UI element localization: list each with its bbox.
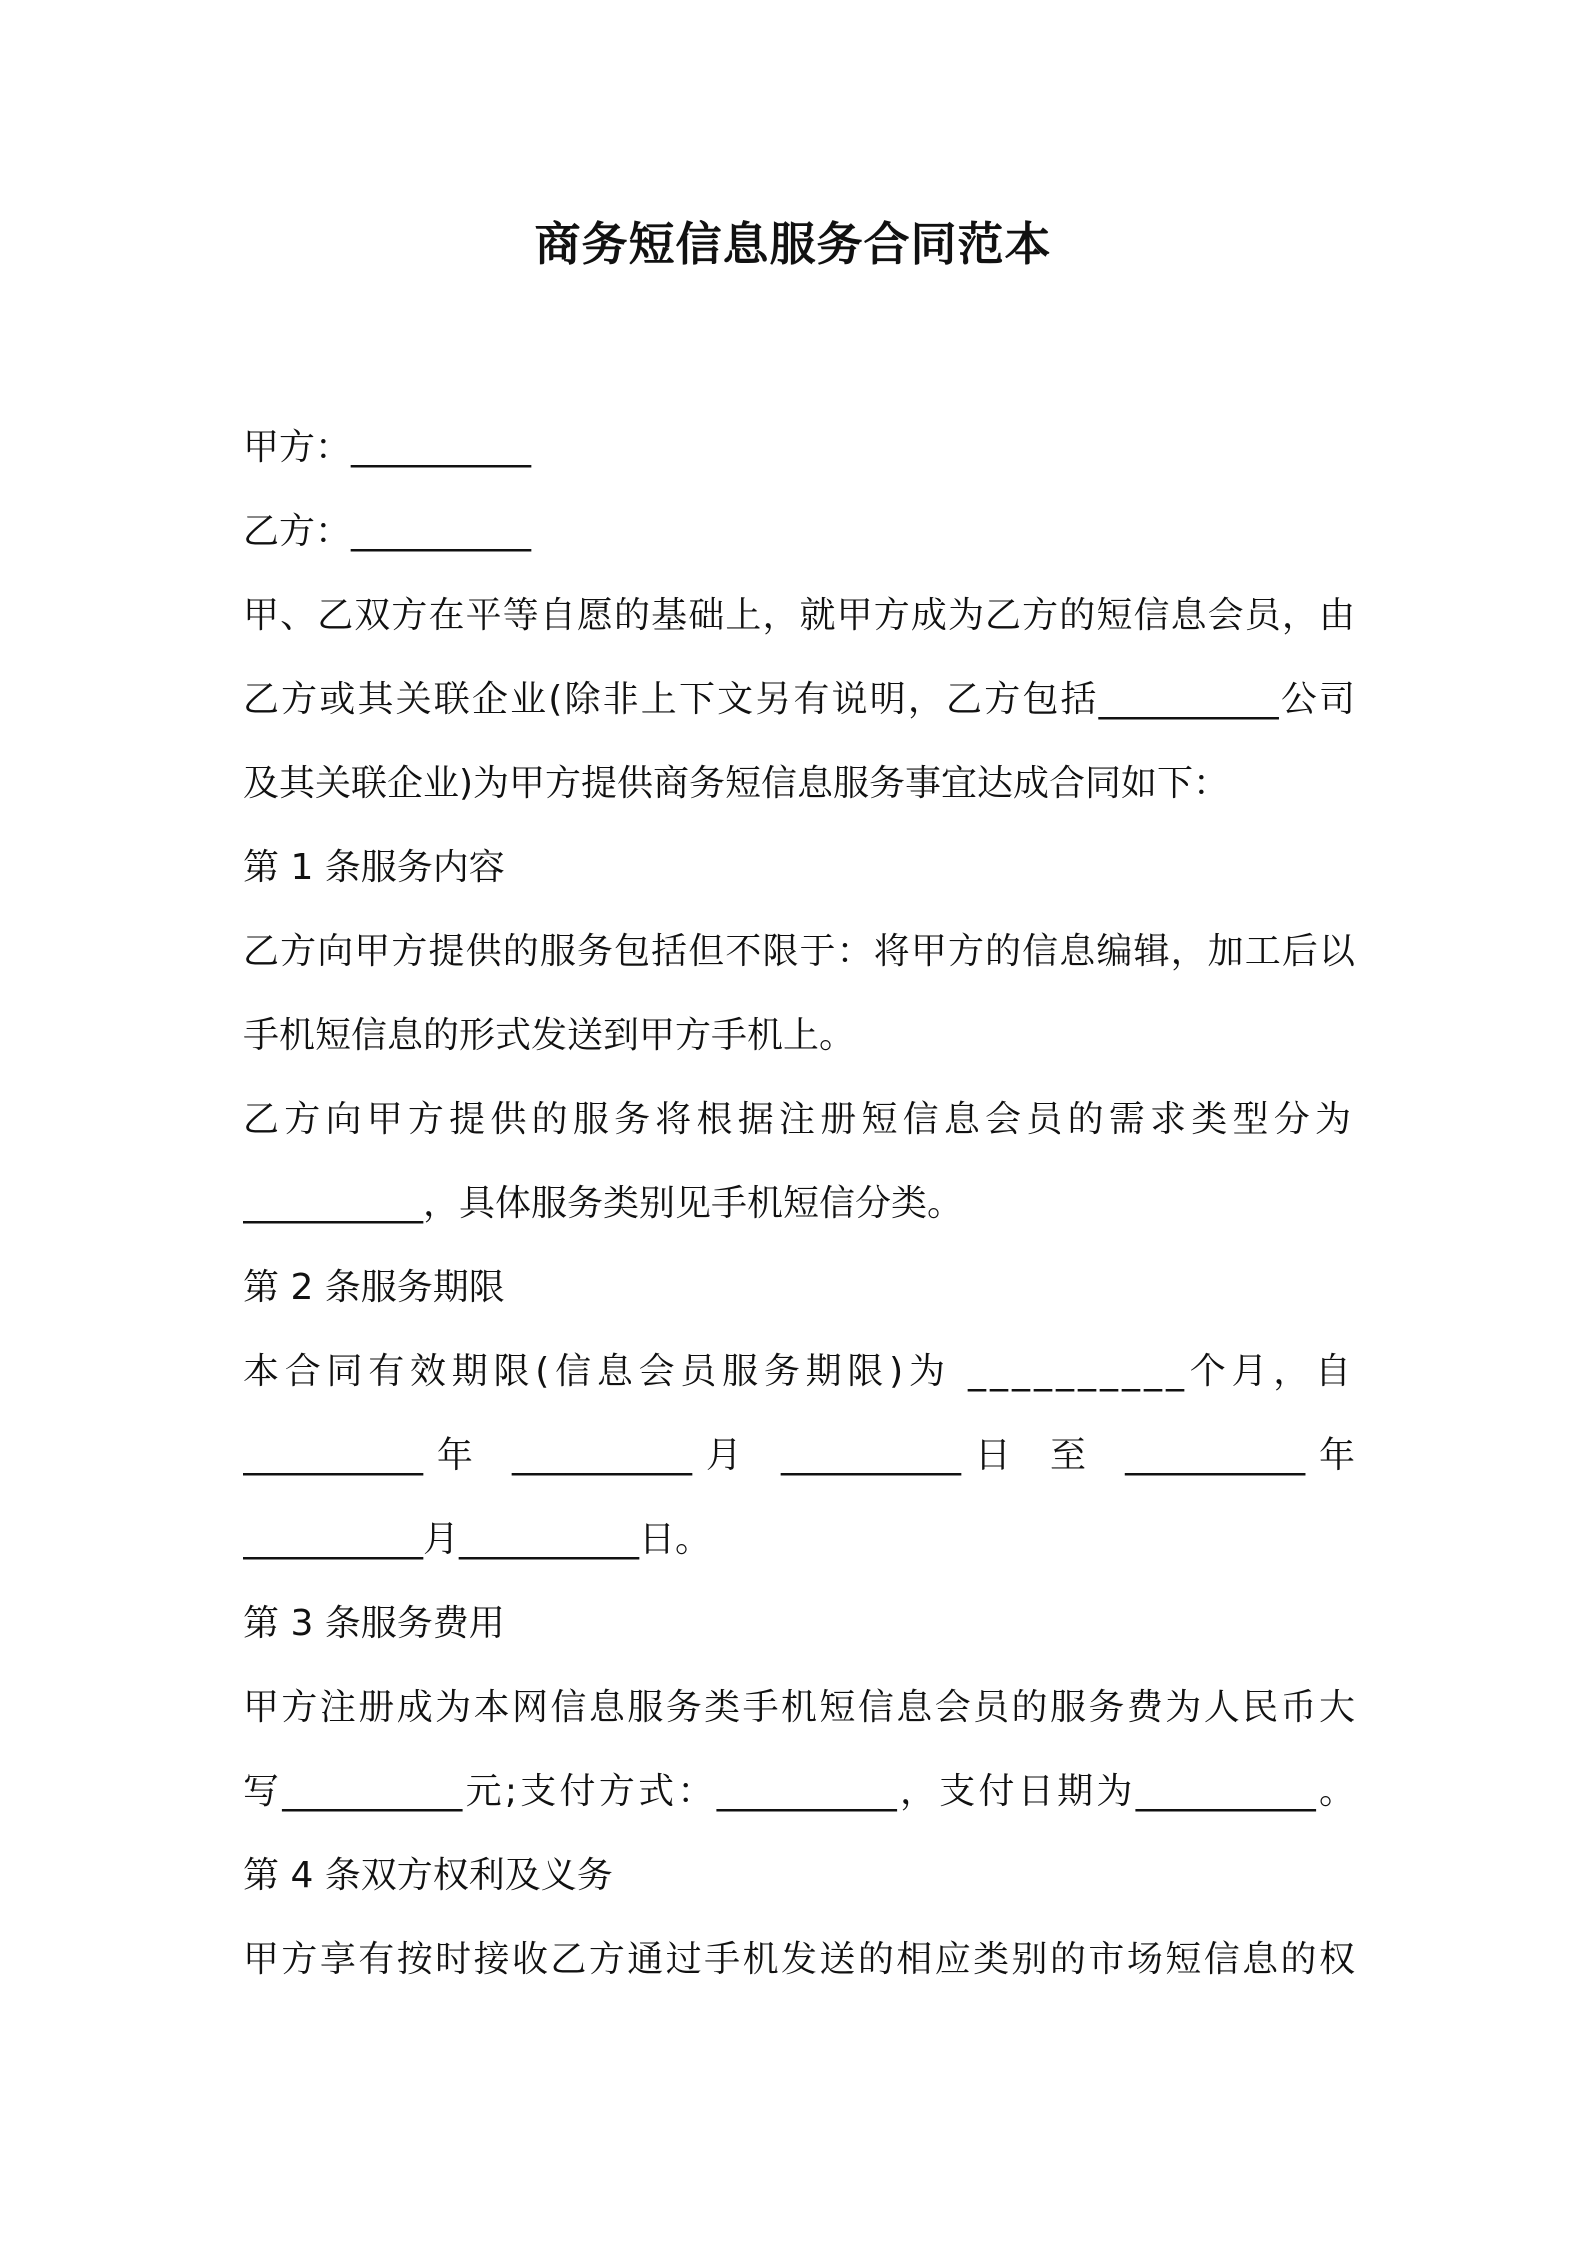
paragraph-line: 本合同有效期限(信息会员服务期限)为 __________个月，自 [243,1351,1355,1392]
paragraph-line: 甲方注册成为本网信息服务类手机短信息会员的服务费为人民币大 [243,1687,1355,1728]
section-heading: 第 3 条服务费用 [243,1603,505,1644]
paragraph-line: 乙方向甲方提供的服务将根据注册短信息会员的需求类型分为 [243,1099,1355,1140]
paragraph-line: 甲、乙双方在平等自愿的基础上，就甲方成为乙方的短信息会员，由 [243,595,1355,636]
paragraph-line: 写__________元;支付方式：__________，支付日期为__________。 [243,1771,1355,1812]
section-heading: 第 2 条服务期限 [243,1267,505,1308]
paragraph-line: 乙方或其关联企业(除非上下文另有说明，乙方包括__________公司 [243,679,1355,720]
paragraph-line: __________年 __________月 __________日 至 __________年 [243,1435,1355,1476]
document-title: 商务短信息服务合同范本 [534,217,1052,271]
party-a-line: 甲方：__________ [243,427,532,468]
section-heading: 第 4 条双方权利及义务 [243,1855,613,1896]
document-body [243,406,1355,2002]
paragraph-line: __________月__________日。 [243,1519,712,1560]
paragraph-line: 手机短信息的形式发送到甲方手机上。 [243,1015,856,1056]
party-b-line: 乙方：__________ [243,511,532,552]
paragraph-line: 乙方向甲方提供的服务包括但不限于：将甲方的信息编辑，加工后以 [243,931,1355,972]
section-heading: 第 1 条服务内容 [243,847,505,888]
paragraph-line: __________，具体服务类别见手机短信分类。 [243,1183,964,1224]
paragraph-line: 及其关联企业)为甲方提供商务短信息服务事宜达成合同如下： [243,763,1230,804]
paragraph-line: 甲方享有按时接收乙方通过手机发送的相应类别的市场短信息的权 [243,1939,1355,1980]
